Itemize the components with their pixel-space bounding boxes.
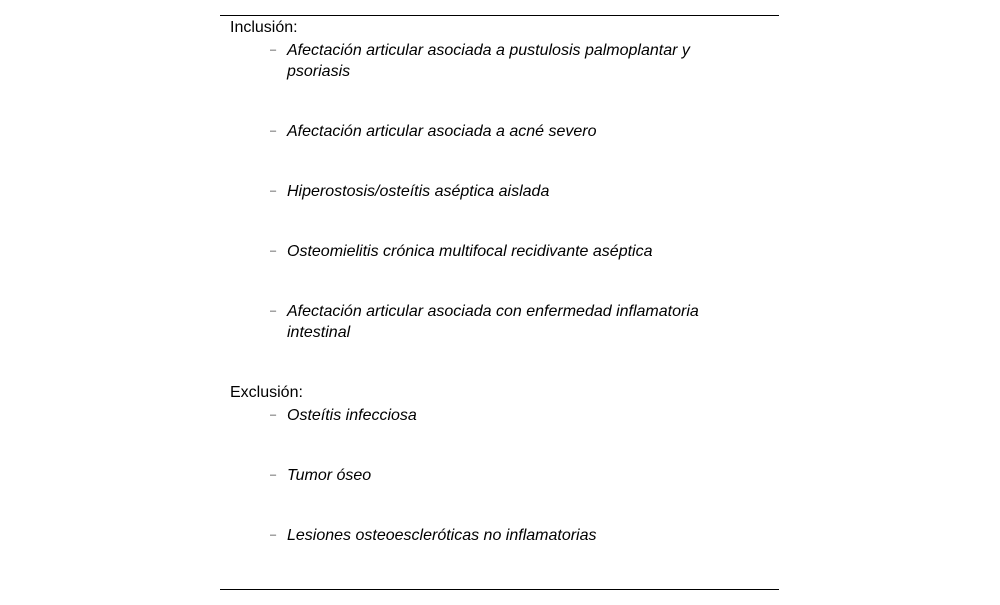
inclusion-item [270, 241, 710, 262]
inclusion-item [270, 121, 710, 142]
dash-bullet: – [270, 305, 277, 317]
inclusion-item [270, 301, 710, 343]
exclusion-item-text: Lesiones osteoescleróticas no inflamatorias [287, 527, 597, 544]
inclusion-item [270, 40, 710, 82]
exclusion-item-text: Osteítis infecciosa [287, 407, 417, 424]
inclusion-item [270, 181, 710, 202]
exclusion-item [270, 465, 710, 486]
exclusion-heading: Exclusión: [230, 384, 303, 401]
dash-bullet: – [270, 529, 277, 541]
dash-bullet: – [270, 185, 277, 197]
inclusion-item-text: Afectación articular asociada a acné severo [287, 123, 597, 140]
dash-bullet: – [270, 125, 277, 137]
exclusion-item-text: Tumor óseo [287, 467, 372, 484]
bottom-rule [220, 589, 779, 590]
dash-bullet: – [270, 245, 277, 257]
inclusion-item-text: Osteomielitis crónica multifocal recidivante aséptica [287, 243, 653, 260]
inclusion-item-text: Afectación articular asociada a pustulosis palmoplantar y psoriasis [287, 42, 690, 80]
inclusion-item-text: Hiperostosis/osteítis aséptica aislada [287, 183, 550, 200]
top-rule [220, 15, 779, 16]
dash-bullet: – [270, 44, 277, 56]
inclusion-item-text: Afectación articular asociada con enfermedad inflamatoria intestinal [287, 303, 699, 341]
dash-bullet: – [270, 409, 277, 421]
inclusion-heading: Inclusión: [230, 19, 298, 36]
exclusion-item [270, 525, 710, 546]
dash-bullet: – [270, 469, 277, 481]
exclusion-item [270, 405, 710, 426]
